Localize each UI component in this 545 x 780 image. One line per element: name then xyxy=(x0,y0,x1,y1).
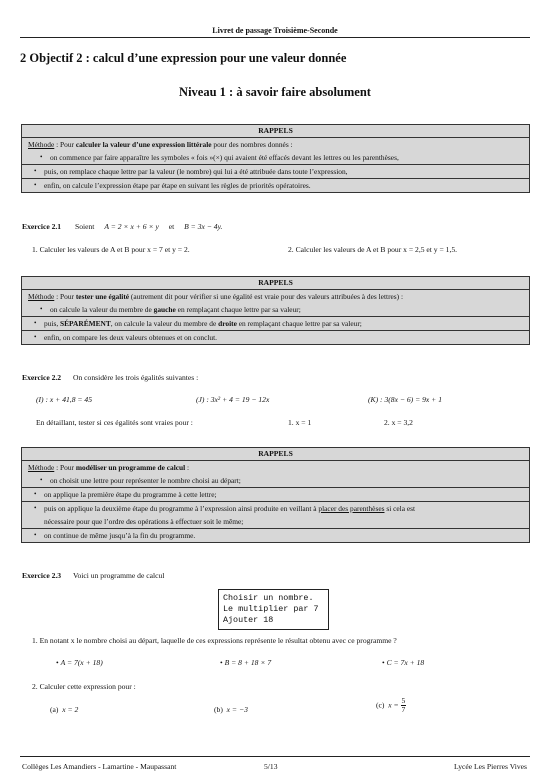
footer-left: Collèges Les Amandiers - Lamartine - Maupassant xyxy=(22,762,177,771)
test-instruction: En détaillant, tester si ces égalités sont vraies pour : xyxy=(36,418,193,427)
method-text-end: (autrement dit pour vérifier si une égalité est vraie pour des valeurs attribuées à des lettres) : xyxy=(129,292,404,301)
rappel-bullet: • puis, on remplace chaque lettre par la valeur (le nombre) qui lui a été attribuée dans toute l’expression, xyxy=(22,165,529,179)
exercise-2-3-statement xyxy=(22,571,164,580)
expression-b: B = 3x − 4y. xyxy=(184,222,223,231)
exercise-2-3-question-1: 1. En notant x le nombre choisi au départ, laquelle de ces expressions représente le résultat obtenu avec ce programme ? xyxy=(32,636,397,645)
value-b: (b) x = −3 xyxy=(214,705,248,714)
rappels-box-1 xyxy=(21,124,530,193)
option-a: • A = 7(x + 18) xyxy=(56,658,103,667)
page-number: 5/13 xyxy=(264,762,278,771)
exercise-intro: On considère les trois égalités suivantes : xyxy=(72,373,199,382)
test-value-1: 1. x = 1 xyxy=(288,418,312,427)
exercise-label: Exercice 2.1 xyxy=(22,222,62,231)
program-step: Le multiplier par 7 xyxy=(223,604,319,614)
footer-rule xyxy=(20,756,530,757)
conjunction: et xyxy=(168,222,175,231)
exercise-2-3-question-2: 2. Calculer cette expression pour : xyxy=(32,682,136,691)
expression-a: A = 2 × x + 6 × y xyxy=(104,222,159,231)
rappel-bullet: • enfin, on calcule l’expression étape par étape en suivant les règles de priorités opératoires. xyxy=(22,179,529,192)
exercise-label: Exercice 2.3 xyxy=(22,571,62,580)
level-title: Niveau 1 : à savoir faire absolument xyxy=(179,85,371,99)
method-bold: tester une égalité xyxy=(75,292,130,301)
exercise-2-1-question-2: 2. Calculer les valeurs de A et B pour x = 2,5 et y = 1,5. xyxy=(288,245,458,254)
equality-j: (J) : 3x² + 4 = 19 − 12x xyxy=(196,395,270,404)
header-rule xyxy=(20,37,530,38)
rappels-title: RAPPELS xyxy=(22,448,529,461)
option-b: • B = 8 + 18 × 7 xyxy=(220,658,272,667)
method-text-end: : xyxy=(185,463,190,472)
rappel-bullet: • puis on applique la deuxième étape du programme à l’expression ainsi produite en veillant à placer des parenthèses si cela est nécessaire pour que l’ordre des opérations à effectuer soit le même; xyxy=(22,502,529,529)
method-text: : Pour xyxy=(54,140,76,149)
method-label: Méthode xyxy=(28,463,55,472)
rappel-bullet: • on continue de même jusqu’à la fin du programme. xyxy=(22,529,529,542)
exercise-intro: Voici un programme de calcul xyxy=(72,571,165,580)
rappels-title: RAPPELS xyxy=(22,125,529,138)
method-line xyxy=(22,290,529,317)
method-bold: calculer la valeur d’une expression littérale xyxy=(75,140,212,149)
method-line xyxy=(22,461,529,488)
section-title: 2 Objectif 2 : calcul d’une expression pour une valeur donnée xyxy=(20,51,347,65)
method-label: Méthode xyxy=(28,140,55,149)
fraction: $\frac{5}{7}$ xyxy=(401,696,406,714)
rappel-bullet: • puis, SÉPARÉMENT, on calcule la valeur du membre de droite en remplaçant chaque lettre par sa valeur; xyxy=(22,317,529,331)
method-text: : Pour xyxy=(54,463,76,472)
method-text: : Pour xyxy=(54,292,76,301)
test-value-2: 2. x = 3,2 xyxy=(384,418,413,427)
calculation-program-box xyxy=(218,589,329,630)
rappels-box-3 xyxy=(21,447,530,543)
program-step: Ajouter 18 xyxy=(223,615,274,625)
value-c: (c) x = $\frac{5}{7}$ xyxy=(376,696,406,714)
exercise-2-1-statement xyxy=(22,222,222,231)
running-header: Livret de passage Troisième-Seconde xyxy=(212,26,338,35)
method-text-end: pour des nombres donnés : xyxy=(211,140,293,149)
rappels-box-2 xyxy=(21,276,530,345)
rappel-bullet: • on applique la première étape du programme à cette lettre; xyxy=(22,488,529,502)
exercise-2-1-question-1: 1. Calculer les valeurs de A et B pour x = 7 et y = 2. xyxy=(32,245,190,254)
rappel-bullet: • on calcule la valeur du membre de gauche en remplaçant chaque lettre par sa valeur; xyxy=(28,303,523,316)
method-bold: modéliser un programme de calcul xyxy=(75,463,186,472)
equality-k: (K) : 3(8x − 6) = 9x + 1 xyxy=(368,395,442,404)
exercise-2-2-statement xyxy=(22,373,198,382)
rappel-bullet: • on commence par faire apparaître les symboles « fois »(×) qui avaient été effacés devant les lettres ou les parenthèses, xyxy=(28,151,523,164)
footer-right: Lycée Les Pierres Vives xyxy=(454,762,527,771)
equality-i: (I) : x + 41,8 = 45 xyxy=(36,395,93,404)
option-c: • C = 7x + 18 xyxy=(382,658,425,667)
method-line xyxy=(22,138,529,165)
method-label: Méthode xyxy=(28,292,55,301)
rappels-title: RAPPELS xyxy=(22,277,529,290)
exercise-intro: Soient xyxy=(74,222,95,231)
program-step: Choisir un nombre. xyxy=(223,593,314,603)
exercise-label: Exercice 2.2 xyxy=(22,373,62,382)
value-a: (a) x = 2 xyxy=(50,705,79,714)
rappel-bullet: • on choisit une lettre pour représenter le nombre choisi au départ; xyxy=(28,474,523,487)
rappel-bullet: • enfin, on compare les deux valeurs obtenues et on conclut. xyxy=(22,331,529,344)
